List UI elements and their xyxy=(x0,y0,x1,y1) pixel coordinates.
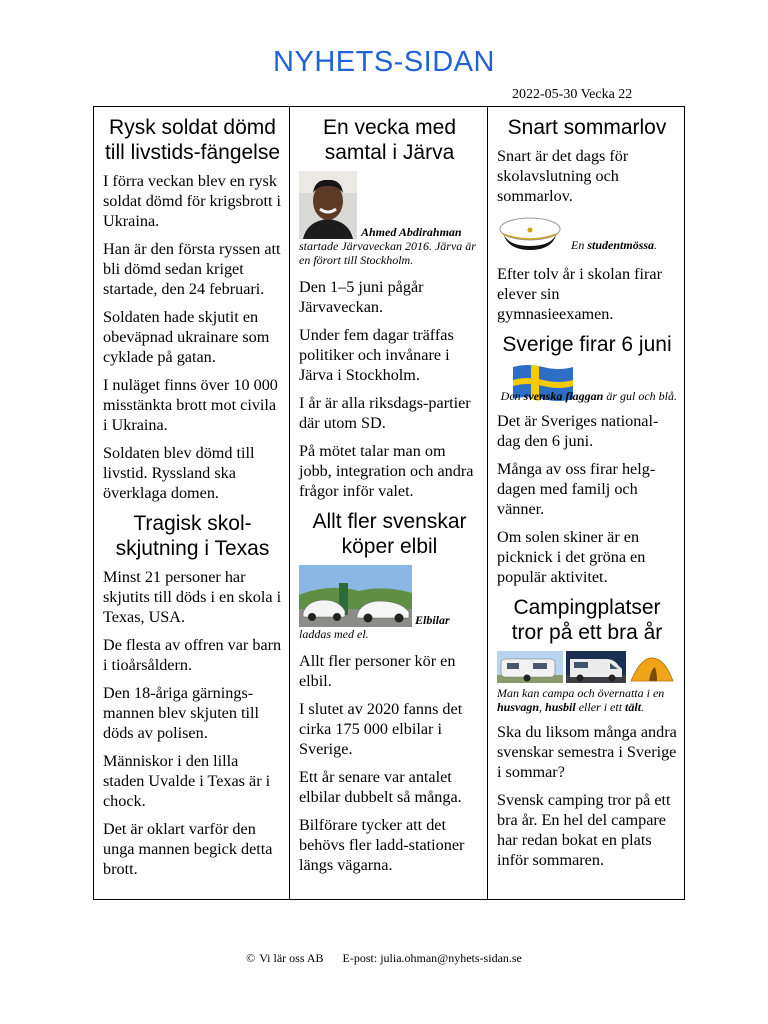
article-paragraph: Den 18-åriga gärnings-mannen blev skjuten till döds av polisen. xyxy=(103,684,260,742)
article-paragraph: Snart är det dags för skolavslutning och sommarlov. xyxy=(497,147,629,205)
ev-caption-text: laddas med el. xyxy=(299,627,369,641)
article-paragraph: Många av oss firar helg-dagen med familj och vänner. xyxy=(497,460,656,518)
caption-text: En xyxy=(571,238,585,252)
caption-bold: tält xyxy=(625,700,642,714)
article-title: Rysk soldat dömd till livstids-fängelse xyxy=(104,116,281,164)
article-paragraph: Soldaten hade skjutit en obeväpnad ukrainare som cyklade på gatan. xyxy=(103,308,270,366)
cap-figure xyxy=(497,214,677,254)
motorhome-photo xyxy=(566,651,626,683)
article-paragraph: Bilförare tycker att det behövs fler ladd-stationer längs vägarna. xyxy=(299,816,465,874)
copyright-symbol: © xyxy=(246,951,256,965)
ev-figure xyxy=(299,565,480,627)
flag-caption xyxy=(497,389,677,403)
caption-text: eller i ett xyxy=(578,700,623,714)
caption-bold: studentmössa xyxy=(587,238,655,252)
caption-text: . xyxy=(641,700,645,714)
article-paragraph: Han är den första ryssen att bli dömd sedan kriget startade, den 24 februari. xyxy=(103,240,281,298)
portrait-figure xyxy=(299,171,480,239)
article-paragraph: På mötet talar man om jobb, integration och andra frågor inför valet. xyxy=(299,442,474,500)
column-right xyxy=(488,107,684,899)
tent-photo xyxy=(629,655,675,683)
footer-email[interactable]: E-post: julia.ohman@nyhets-sidan.se xyxy=(342,951,522,965)
article-paragraph: Det är oklart varför den unga mannen begick detta brott. xyxy=(103,820,273,878)
dateline xyxy=(512,87,632,103)
article-paragraph: I slutet av 2020 fanns det cirka 175 000 elbilar i Sverige. xyxy=(299,700,463,758)
article-title: Campingplatser tror på ett bra år xyxy=(511,596,663,644)
caption-bold: svenska flaggan xyxy=(523,389,604,403)
article-title: Allt fler svenskar köper elbil xyxy=(312,510,467,558)
article-paragraph: Människor i den lilla staden Uvalde i Texas är i chock. xyxy=(103,752,271,810)
camping-figure xyxy=(497,651,677,683)
column-middle xyxy=(290,107,488,899)
article-title: Tragisk skol-skjutning i Texas xyxy=(115,512,270,560)
portrait-photo xyxy=(299,171,357,239)
caravan-photo xyxy=(497,651,563,683)
caption-bold: husbil xyxy=(545,700,576,714)
article-title: Sverige firar 6 juni xyxy=(502,333,672,356)
issue-week: Vecka 22 xyxy=(580,87,633,102)
page-footer xyxy=(0,951,768,966)
caption-bold: husvagn xyxy=(497,700,540,714)
footer-company: Vi lär oss AB xyxy=(259,951,324,965)
article-paragraph: Svensk camping tror på ett bra år. En hel del campare har redan bokat en plats inför sommaren. xyxy=(497,791,671,869)
article-paragraph: Om solen skiner är en picknick i det gröna en populär aktivitet. xyxy=(497,528,646,586)
portrait-caption-text: startade Järvaveckan 2016. Järva är en förort till Stockholm. xyxy=(299,239,476,267)
student-cap-photo xyxy=(497,214,563,254)
article-paragraph: I nuläget finns över 10 000 misstänkta brott mot civila i Ukraina. xyxy=(103,376,278,434)
caption-name: Ahmed Abdirahman xyxy=(361,225,462,239)
caption-name: Elbilar xyxy=(415,613,450,627)
issue-date: 2022-05-30 xyxy=(512,87,578,102)
masthead-title: NYHETS-SIDAN xyxy=(273,46,495,78)
cap-caption xyxy=(571,238,657,252)
article-paragraph: Ett år senare var antalet elbilar dubbelt så många. xyxy=(299,768,462,806)
article-paragraph: I år är alla riksdags-partier där utom SD. xyxy=(299,394,471,432)
article-paragraph: Minst 21 personer har skjutits till döds i en skola i Texas, USA. xyxy=(103,568,282,626)
column-left xyxy=(94,107,290,899)
article-paragraph: Allt fler personer kör en elbil. xyxy=(299,652,456,690)
article-paragraph: Efter tolv år i skolan firar elever sin gymnasieexamen. xyxy=(497,265,662,323)
caption-text: . xyxy=(654,238,658,252)
caption-text: är gul och blå. xyxy=(606,389,677,403)
caption-text: Den xyxy=(500,389,521,403)
article-paragraph: I förra veckan blev en rysk soldat dömd för krigsbrott i Ukraina. xyxy=(103,172,282,230)
article-paragraph: Under fem dagar träffas politiker och invånare i Järva i Stockholm. xyxy=(299,326,454,384)
article-paragraph: Det är Sveriges national-dag den 6 juni. xyxy=(497,412,659,450)
article-paragraph: De flesta av offren var barn i tioårsåldern. xyxy=(103,636,282,674)
electric-car-photo xyxy=(299,565,412,627)
camping-caption xyxy=(497,686,677,714)
news-frame xyxy=(93,106,685,900)
article-title: En vecka med samtal i Järva xyxy=(322,116,457,164)
article-paragraph: Den 1–5 juni pågår Järvaveckan. xyxy=(299,278,424,316)
caption-text: , xyxy=(539,700,543,714)
caption-text: Man kan campa och övernatta i en xyxy=(497,686,665,700)
article-paragraph: Soldaten blev dömd till livstid. Ryssland ska överklaga domen. xyxy=(103,444,255,502)
article-paragraph: Ska du liksom många andra svenskar semestra i Sverige i sommar? xyxy=(497,723,677,781)
ev-caption xyxy=(415,613,450,627)
article-title: Snart sommarlov xyxy=(507,116,667,139)
portrait-caption xyxy=(361,225,462,239)
